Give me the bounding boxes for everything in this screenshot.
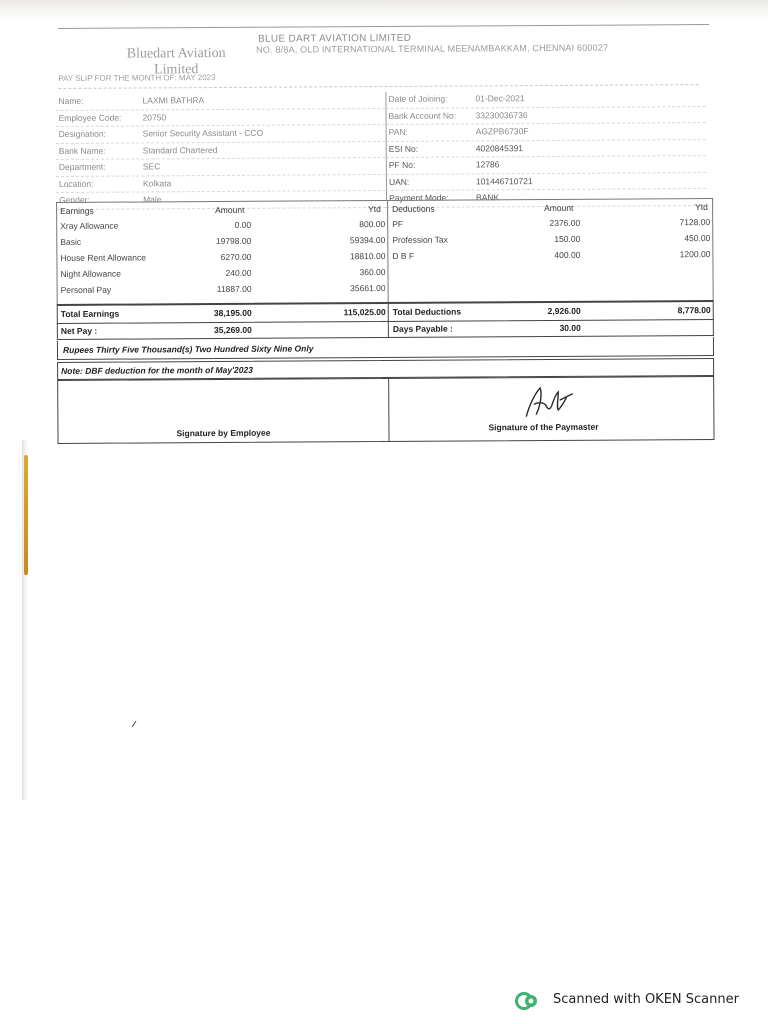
info-label: Date of Joining: <box>388 93 448 104</box>
info-label: Employee Code: <box>58 112 122 123</box>
total-earnings-amount: 38,195.00 <box>213 307 252 319</box>
info-label: Bank Name: <box>58 145 106 156</box>
earning-amount: 240.00 <box>225 267 252 278</box>
info-value: Kolkata <box>142 177 172 188</box>
info-row <box>56 174 386 193</box>
company-name: BLUE DART AVIATION LIMITED <box>258 32 412 45</box>
deduction-name: Profession Tax <box>392 234 448 245</box>
deductions-ytd-header: Ytd <box>695 202 708 213</box>
info-row <box>386 140 706 158</box>
scanner-watermark-text: Scanned with OKEN Scanner <box>553 992 739 1007</box>
earnings-ytd-header: Ytd <box>368 204 381 215</box>
info-value: Senior Security Assistant - CCO <box>142 127 264 139</box>
info-label: ESI No: <box>388 143 419 154</box>
total-earnings-ytd: 115,025.00 <box>343 306 386 318</box>
info-value: 01-Dec-2021 <box>475 93 525 104</box>
info-value: 4020845391 <box>475 142 524 153</box>
info-value: 12786 <box>475 159 500 170</box>
info-row <box>386 173 706 191</box>
employee-signature-label: Signature by Employee <box>176 427 271 439</box>
earnings-amount-header: Amount <box>215 204 245 216</box>
info-value: Standard Chartered <box>142 144 218 155</box>
info-label: Location: <box>58 178 94 189</box>
stray-pen-mark <box>130 720 138 728</box>
info-row <box>56 141 386 160</box>
info-value: 20750 <box>142 111 167 122</box>
deduction-ytd: 450.00 <box>684 233 711 244</box>
info-row <box>55 92 385 111</box>
earning-ytd: 59394.00 <box>349 234 386 246</box>
employee-info-right <box>385 90 706 203</box>
earning-amount: 0.00 <box>234 219 252 230</box>
info-label: PF No: <box>388 159 416 170</box>
total-earnings-label: Total Earnings <box>60 308 120 319</box>
employee-info-left <box>55 92 387 205</box>
info-row <box>56 108 386 127</box>
info-row <box>385 107 705 125</box>
deductions-header: Deductions <box>392 203 435 214</box>
signature-section <box>57 376 714 444</box>
info-row <box>56 125 386 144</box>
info-row <box>385 90 705 108</box>
info-row <box>386 156 706 174</box>
earning-amount: 11887.00 <box>216 283 252 295</box>
earning-name: Xray Allowance <box>60 220 119 231</box>
pay-period: PAY SLIP FOR THE MONTH OF: MAY 2023 <box>58 70 698 89</box>
net-pay-label: Net Pay : <box>60 325 98 336</box>
deduction-amount: 2376.00 <box>549 217 581 228</box>
deduction-name: D B F <box>392 250 415 261</box>
deduction-ytd: 1200.00 <box>679 249 711 260</box>
days-payable-label: Days Payable : <box>392 323 453 334</box>
earning-name: Night Allowance <box>60 268 122 279</box>
info-value: Male <box>143 194 162 205</box>
table-divider <box>388 379 389 441</box>
earnings-deductions-table <box>56 198 714 305</box>
earning-ytd: 35661.00 <box>350 282 386 294</box>
table-divider <box>388 304 389 321</box>
scan-top-edge <box>0 0 768 22</box>
deduction-name: PF <box>392 218 404 229</box>
earning-ytd: 18810.00 <box>349 250 386 262</box>
info-value: 101446710721 <box>475 175 533 186</box>
info-row <box>56 158 386 177</box>
deduction-ytd: 7128.00 <box>679 217 711 228</box>
total-deductions-label: Total Deductions <box>392 306 462 317</box>
earning-name: Personal Pay <box>60 284 112 295</box>
days-payable-value: 30.00 <box>559 322 581 333</box>
company-address: NO. 8/8A, OLD INTERNATIONAL TERMINAL MEENAMBAKKAM, CHENNAI 600027 <box>256 42 609 55</box>
payslip <box>55 24 715 448</box>
earning-name: Basic <box>60 236 82 247</box>
total-deductions-amount: 2,926.00 <box>547 305 581 316</box>
table-divider <box>388 321 389 337</box>
company-logo: Bluedart Aviation Limited <box>126 45 226 78</box>
deductions-amount-header: Amount <box>544 202 574 214</box>
deduction-amount: 150.00 <box>554 233 581 244</box>
info-value: BANK <box>476 192 500 203</box>
paymaster-signature-label: Signature of the Paymaster <box>488 421 599 433</box>
info-label: Payment Mode: <box>389 192 449 203</box>
earning-ytd: 360.00 <box>359 266 386 278</box>
info-label: PAN: <box>388 126 408 137</box>
info-label: Designation: <box>58 128 106 139</box>
binding-mark <box>24 455 28 575</box>
info-value: AGZPB6730F <box>475 126 529 137</box>
paymaster-signature <box>520 380 580 422</box>
earnings-header: Earnings <box>60 205 94 216</box>
scanner-logo-icon <box>515 992 539 1010</box>
earning-ytd: 800.00 <box>359 218 386 230</box>
info-label: Department: <box>58 161 106 172</box>
info-label: Name: <box>58 95 84 106</box>
earning-amount: 19798.00 <box>215 235 252 247</box>
info-row <box>386 123 706 141</box>
table-row <box>58 281 713 301</box>
info-value: LAXMI BATHRA <box>142 95 205 106</box>
note-text: Note: DBF deduction for the month of May'2023 <box>61 364 253 376</box>
net-pay-value: 35,269.00 <box>213 324 252 336</box>
earning-amount: 6270.00 <box>220 251 252 262</box>
info-value: 33230036736 <box>475 109 528 120</box>
info-label: UAN: <box>388 176 410 187</box>
info-label: Bank Account No: <box>388 110 457 121</box>
total-deductions-ytd: 8,778.00 <box>677 304 711 316</box>
earning-name: House Rent Allowance <box>60 252 146 263</box>
info-label: Gender: <box>59 194 90 205</box>
deduction-amount: 400.00 <box>554 249 581 260</box>
info-value: SEC <box>142 161 161 172</box>
amount-in-words-row <box>57 337 714 360</box>
amount-in-words: Rupees Thirty Five Thousand(s) Two Hundred Sixty Nine Only <box>62 343 314 355</box>
